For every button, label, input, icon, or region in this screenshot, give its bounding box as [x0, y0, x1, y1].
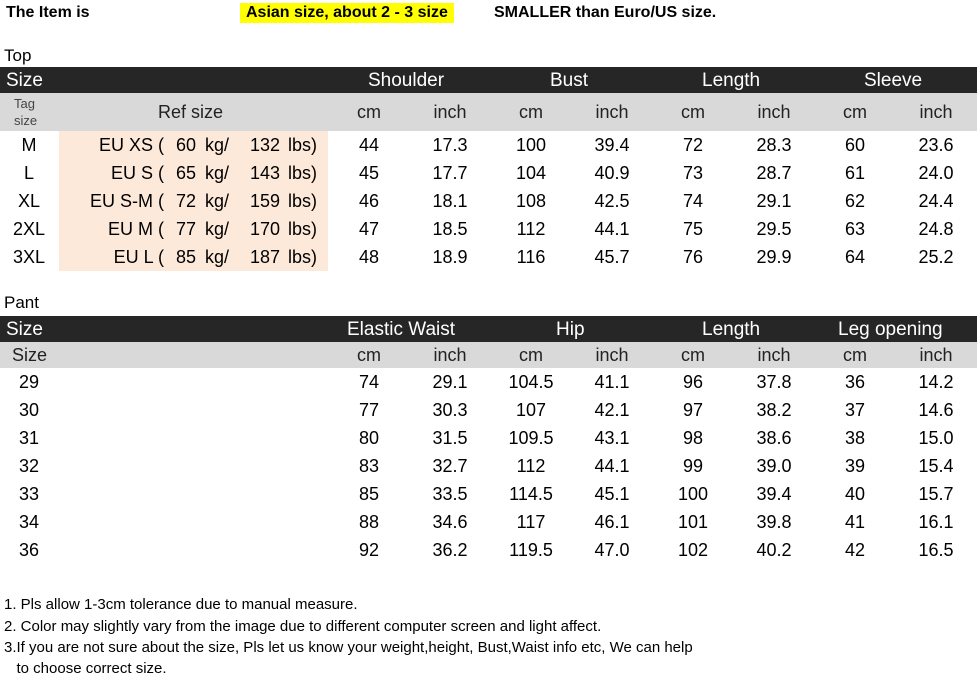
pant-measure-cell: 85	[358, 484, 380, 504]
top-measure-cell: 28.7	[756, 163, 792, 183]
pant-measure-cell: 32.7	[432, 456, 468, 476]
ref-size-label: EU S-M (	[90, 191, 164, 211]
pant-measure-cell: 74	[358, 372, 380, 392]
top-measure-cell: 45	[358, 163, 380, 183]
top-measure-cell: 18.9	[432, 247, 468, 267]
ref-lbs-unit: lbs)	[288, 219, 318, 239]
ref-lbs-value: 132	[249, 135, 280, 155]
pant-measure-cell: 114.5	[509, 484, 553, 504]
top-measure-cell: 62	[844, 191, 866, 211]
pant-table-row	[0, 508, 977, 536]
top-size-cell: M	[21, 135, 37, 155]
pant-size-cell: 36	[18, 540, 40, 560]
top-measure-cell: 47	[358, 219, 380, 239]
pant-measure-cell: 37	[844, 400, 866, 420]
pant-measure-cell: 16.5	[918, 540, 954, 560]
pant-header-bar	[0, 316, 977, 342]
ref-kg-value: 65	[175, 163, 196, 183]
pant-subheader	[0, 342, 977, 368]
pant-measure-cell: 36.2	[432, 540, 468, 560]
pant-measure-cell: 104.5	[508, 372, 554, 392]
top-sub-tag-line1: Tag	[14, 96, 35, 111]
pant-measure-cell: 15.7	[918, 484, 954, 504]
top-measure-cell: 61	[844, 163, 866, 183]
pant-measure-cell: 42.1	[594, 400, 630, 420]
top-size-cell: 2XL	[12, 219, 46, 239]
top-measure-cell: 42.5	[594, 191, 630, 211]
top-measure-cell: 72	[682, 135, 704, 155]
title-highlight: Asian size, about 2 - 3 size	[240, 3, 454, 23]
pant-size-cell: 32	[18, 456, 40, 476]
pant-unit-label: inch	[595, 345, 629, 365]
top-unit-label: cm	[519, 102, 543, 122]
top-measure-cell: 29.5	[756, 219, 792, 239]
top-measure-cell: 63	[844, 219, 866, 239]
top-table-row	[0, 187, 977, 215]
pant-measure-cell: 88	[358, 512, 380, 532]
pant-measure-cell: 44.1	[594, 456, 630, 476]
pant-unit-label: inch	[919, 345, 953, 365]
top-measure-cell: 24.4	[918, 191, 954, 211]
pant-size-cell: 29	[18, 372, 40, 392]
ref-lbs-value: 159	[249, 191, 280, 211]
pant-measure-cell: 30.3	[432, 400, 468, 420]
top-section-label: Top	[4, 46, 32, 65]
top-measure-cell: 24.8	[918, 219, 954, 239]
pant-measure-cell: 40.2	[756, 540, 792, 560]
pant-measure-cell: 39.8	[756, 512, 792, 532]
top-measure-cell: 18.1	[432, 191, 468, 211]
top-unit-label: inch	[919, 102, 953, 122]
top-measure-cell: 29.9	[756, 247, 792, 267]
pant-table-row	[0, 424, 977, 452]
pant-header-leg-opening: Leg opening	[838, 319, 943, 340]
pant-header-size: Size	[6, 319, 43, 340]
ref-kg-unit: kg/	[205, 219, 230, 239]
top-measure-cell: 18.5	[432, 219, 468, 239]
top-measure-cell: 74	[682, 191, 704, 211]
pant-unit-label: inch	[757, 345, 791, 365]
pant-measure-cell: 46.1	[594, 512, 630, 532]
top-sub-tag-line2: size	[14, 113, 38, 128]
pant-measure-cell: 109.5	[508, 428, 554, 448]
pant-measure-cell: 40	[844, 484, 866, 504]
pant-unit-label: cm	[681, 345, 705, 365]
pant-header-waist: Elastic Waist	[347, 319, 456, 340]
ref-kg-value: 85	[175, 247, 196, 267]
pant-measure-cell: 102	[677, 540, 709, 560]
top-unit-label: cm	[843, 102, 867, 122]
pant-measure-cell: 112	[516, 456, 546, 476]
top-measure-cell: 44	[358, 135, 380, 155]
pant-measure-cell: 42	[844, 540, 866, 560]
pant-measure-cell: 96	[682, 372, 704, 392]
top-measure-cell: 112	[516, 219, 546, 239]
pant-table-row	[0, 396, 977, 424]
pant-table-row	[0, 452, 977, 480]
pant-size-cell: 34	[18, 512, 40, 532]
pant-unit-label: cm	[357, 345, 381, 365]
ref-lbs-unit: lbs)	[288, 135, 318, 155]
top-unit-label: inch	[595, 102, 629, 122]
pant-measure-cell: 77	[358, 400, 380, 420]
pant-measure-cell: 99	[682, 456, 704, 476]
top-measure-cell: 75	[682, 219, 704, 239]
top-table-row	[0, 159, 977, 187]
pant-table-row	[0, 536, 977, 564]
pant-measure-cell: 80	[358, 428, 380, 448]
pant-measure-cell: 38.2	[756, 400, 792, 420]
top-measure-cell: 60	[844, 135, 866, 155]
pant-measure-cell: 107	[515, 400, 547, 420]
top-measure-cell: 17.7	[432, 163, 468, 183]
note-1: 1. Pls allow 1-3cm tolerance due to manual measure.	[4, 596, 358, 613]
ref-size-label: EU M (	[108, 219, 164, 239]
top-measure-cell: 17.3	[432, 135, 468, 155]
ref-kg-value: 72	[175, 191, 196, 211]
top-size-cell: L	[23, 163, 34, 183]
pant-size-cell: 33	[18, 484, 40, 504]
top-measure-cell: 40.9	[594, 163, 630, 183]
pant-measure-cell: 39.4	[756, 484, 792, 504]
top-measure-cell: 28.3	[756, 135, 792, 155]
top-header-bar	[0, 67, 977, 93]
ref-lbs-value: 170	[249, 219, 280, 239]
note-3-continued: to choose correct size.	[4, 660, 167, 677]
top-measure-cell: 24.0	[918, 163, 954, 183]
pant-measure-cell: 39.0	[756, 456, 792, 476]
ref-kg-unit: kg/	[205, 191, 230, 211]
top-size-cell: 3XL	[12, 247, 46, 267]
top-measure-cell: 64	[844, 247, 866, 267]
ref-size-label: EU XS (	[98, 135, 164, 155]
top-header-bust: Bust	[550, 70, 589, 91]
pant-section-label: Pant	[4, 293, 39, 312]
ref-lbs-unit: lbs)	[288, 247, 318, 267]
pant-measure-cell: 47.0	[594, 540, 630, 560]
top-measure-cell: 25.2	[918, 247, 954, 267]
top-header-size: Size	[6, 70, 43, 91]
top-unit-label: cm	[681, 102, 705, 122]
top-unit-label: inch	[433, 102, 467, 122]
pant-measure-cell: 117	[516, 512, 546, 532]
pant-measure-cell: 37.8	[756, 372, 792, 392]
pant-measure-cell: 97	[682, 400, 704, 420]
pant-measure-cell: 43.1	[594, 428, 630, 448]
pant-measure-cell: 38	[844, 428, 866, 448]
top-header-shoulder: Shoulder	[368, 70, 445, 91]
note-2: 2. Color may slightly vary from the image due to different computer screen and light affect.	[4, 618, 602, 635]
pant-measure-cell: 101	[677, 512, 709, 532]
ref-lbs-value: 143	[249, 163, 280, 183]
pant-measure-cell: 83	[358, 456, 380, 476]
pant-unit-label: cm	[519, 345, 543, 365]
top-measure-cell: 116	[516, 247, 546, 267]
top-unit-label: cm	[357, 102, 381, 122]
pant-measure-cell: 119.5	[509, 540, 553, 560]
pant-measure-cell: 29.1	[432, 372, 468, 392]
pant-size-cell: 31	[18, 428, 40, 448]
pant-measure-cell: 15.4	[918, 456, 954, 476]
title-suffix: SMALLER than Euro/US size.	[494, 4, 717, 21]
pant-size-cell: 30	[18, 400, 40, 420]
top-measure-cell: 73	[682, 163, 704, 183]
top-measure-cell: 39.4	[594, 135, 630, 155]
pant-header-hip: Hip	[556, 319, 585, 340]
pant-measure-cell: 14.6	[918, 400, 954, 420]
top-subheader	[0, 93, 977, 131]
pant-measure-cell: 38.6	[756, 428, 792, 448]
pant-measure-cell: 41.1	[594, 372, 630, 392]
pant-measure-cell: 36	[844, 372, 866, 392]
top-measure-cell: 29.1	[756, 191, 792, 211]
ref-size-label: EU S (	[110, 163, 164, 183]
pant-measure-cell: 100	[677, 484, 709, 504]
top-measure-cell: 104	[515, 163, 547, 183]
pant-measure-cell: 31.5	[432, 428, 468, 448]
pant-header-length: Length	[702, 319, 761, 340]
top-measure-cell: 108	[515, 191, 547, 211]
pant-measure-cell: 39	[844, 456, 866, 476]
pant-measure-cell: 92	[358, 540, 380, 560]
ref-kg-unit: kg/	[205, 135, 230, 155]
top-measure-cell: 48	[358, 247, 380, 267]
ref-size-label: EU L (	[113, 247, 164, 267]
pant-unit-label: cm	[843, 345, 867, 365]
ref-lbs-value: 187	[249, 247, 280, 267]
ref-kg-unit: kg/	[205, 247, 230, 267]
pant-sub-size: Size	[12, 345, 48, 365]
top-sub-ref: Ref size	[158, 102, 224, 122]
pant-measure-cell: 41	[844, 512, 866, 532]
top-measure-cell: 44.1	[594, 219, 630, 239]
pant-measure-cell: 15.0	[918, 428, 954, 448]
pant-measure-cell: 34.6	[432, 512, 468, 532]
top-size-cell: XL	[17, 191, 41, 211]
top-table-row	[0, 215, 977, 243]
pant-table-row	[0, 480, 977, 508]
pant-measure-cell: 45.1	[594, 484, 630, 504]
ref-lbs-unit: lbs)	[288, 163, 318, 183]
top-header-sleeve: Sleeve	[864, 70, 923, 91]
top-table-row	[0, 131, 977, 159]
pant-table-row	[0, 368, 977, 396]
pant-measure-cell: 33.5	[432, 484, 468, 504]
top-unit-label: inch	[757, 102, 791, 122]
ref-kg-unit: kg/	[205, 163, 230, 183]
top-measure-cell: 45.7	[594, 247, 630, 267]
top-measure-cell: 46	[358, 191, 380, 211]
pant-measure-cell: 98	[682, 428, 704, 448]
top-header-length: Length	[702, 70, 761, 91]
note-3: 3.If you are not sure about the size, Pls let us know your weight,height, Bust,Waist info etc, We can help	[4, 639, 693, 656]
top-measure-cell: 100	[515, 135, 547, 155]
pant-measure-cell: 16.1	[918, 512, 954, 532]
top-measure-cell: 76	[682, 247, 704, 267]
top-table-row	[0, 243, 977, 271]
ref-lbs-unit: lbs)	[288, 191, 318, 211]
ref-kg-value: 60	[175, 135, 196, 155]
pant-measure-cell: 14.2	[918, 372, 954, 392]
top-measure-cell: 23.6	[918, 135, 954, 155]
pant-unit-label: inch	[433, 345, 467, 365]
title-prefix: The Item is	[6, 4, 90, 21]
ref-kg-value: 77	[175, 219, 196, 239]
